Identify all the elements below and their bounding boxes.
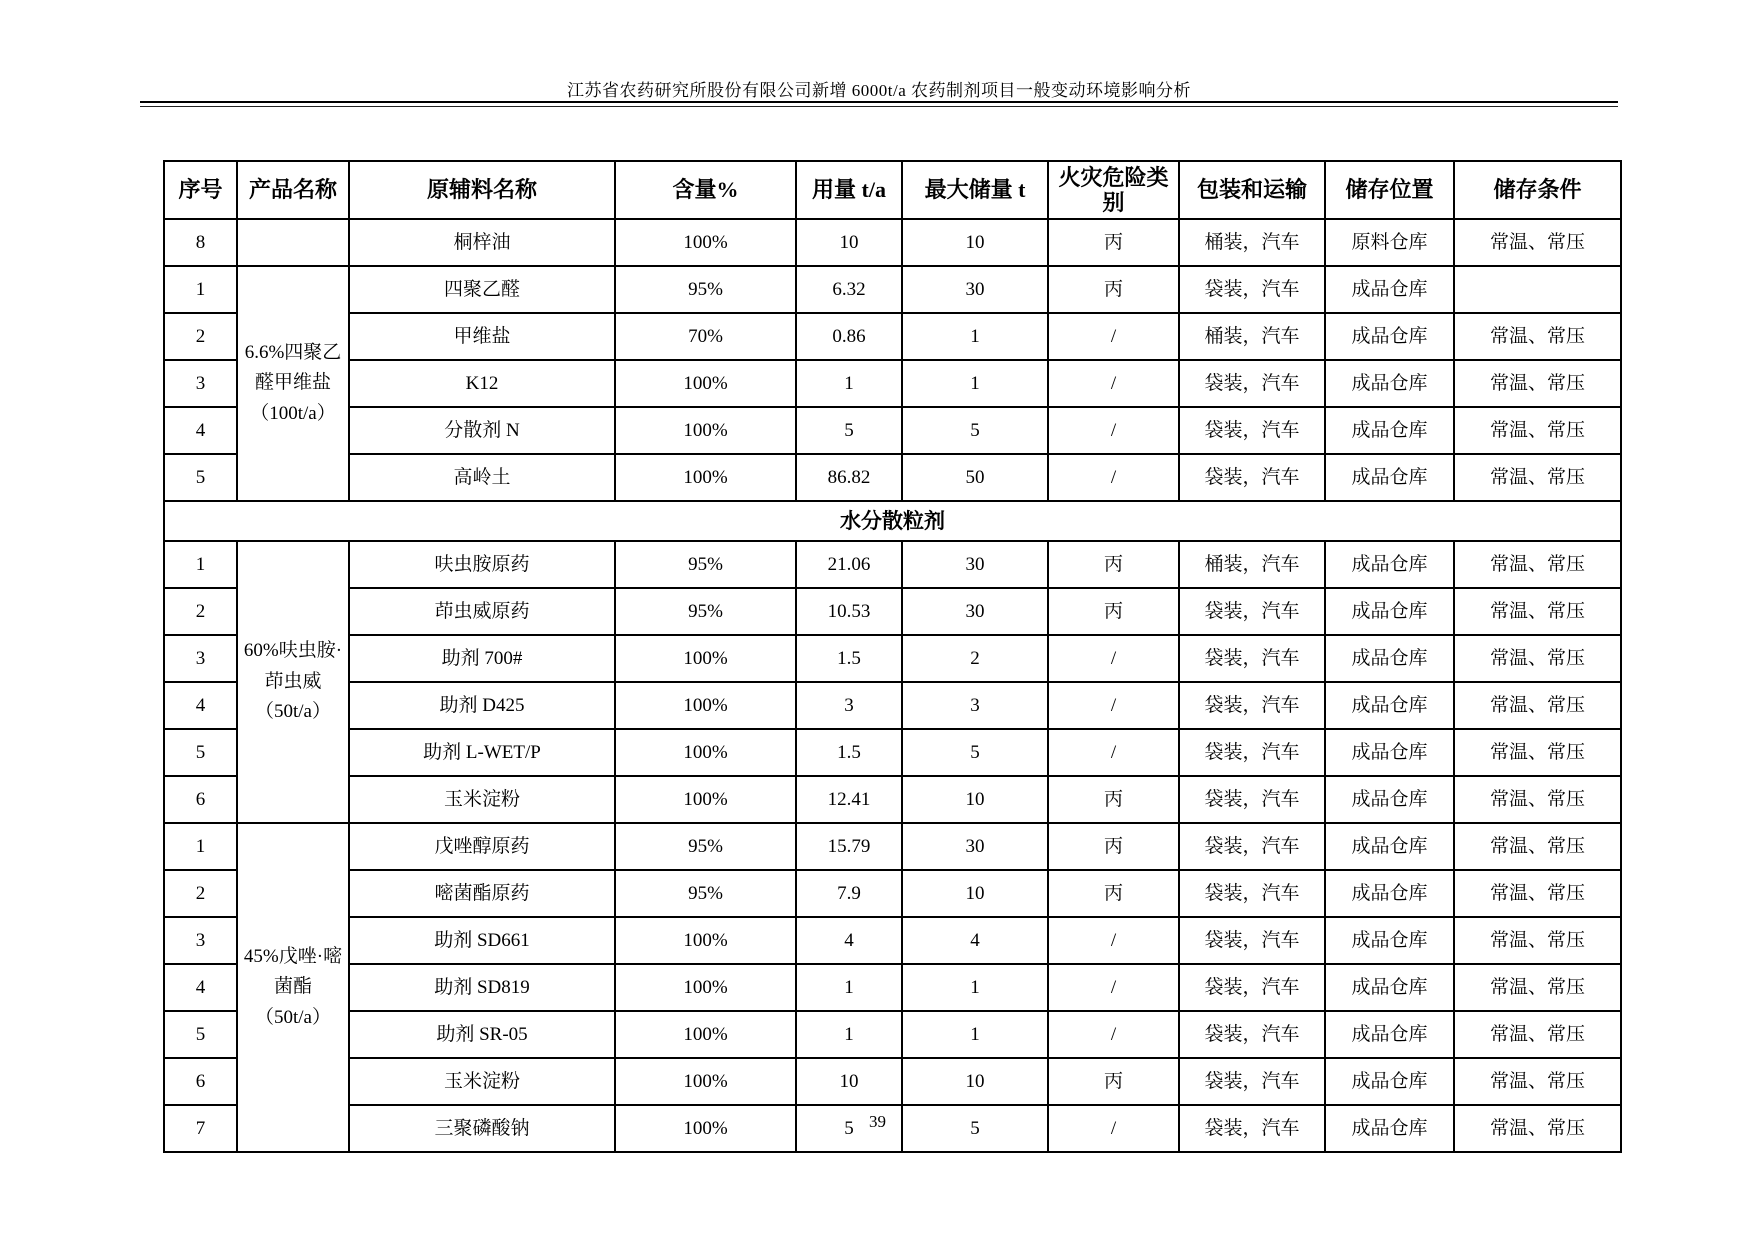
column-header: 火灾危险类别 (1048, 161, 1179, 219)
row-number-cell: 3 (164, 917, 237, 964)
storage-location-cell: 成品仓库 (1325, 823, 1454, 870)
storage-condition-cell: 常温、常压 (1454, 313, 1621, 360)
usage-cell: 1.5 (796, 635, 902, 682)
usage-cell: 86.82 (796, 454, 902, 501)
column-header: 包装和运输 (1179, 161, 1325, 219)
usage-cell: 15.79 (796, 823, 902, 870)
storage-location-cell: 成品仓库 (1325, 360, 1454, 407)
materials-table (163, 160, 1622, 1153)
storage-condition-cell: 常温、常压 (1454, 682, 1621, 729)
storage-condition-cell (1454, 266, 1621, 313)
row-number-cell: 4 (164, 964, 237, 1011)
content-percent-cell: 100% (615, 407, 796, 454)
packaging-transport-cell: 袋装，汽车 (1179, 917, 1325, 964)
max-storage-cell: 10 (902, 776, 1048, 823)
table-row (164, 1011, 1621, 1058)
table-body (164, 219, 1621, 1152)
fire-class-cell: / (1048, 729, 1179, 776)
material-name-cell: 玉米淀粉 (349, 776, 615, 823)
product-name-cell (237, 219, 349, 266)
material-name-cell: 高岭土 (349, 454, 615, 501)
row-number-cell: 7 (164, 1105, 237, 1152)
max-storage-cell: 1 (902, 313, 1048, 360)
fire-class-cell: / (1048, 917, 1179, 964)
storage-condition-cell: 常温、常压 (1454, 964, 1621, 1011)
fire-class-cell: / (1048, 407, 1179, 454)
max-storage-cell: 5 (902, 1105, 1048, 1152)
row-number-cell: 5 (164, 729, 237, 776)
max-storage-cell: 5 (902, 407, 1048, 454)
material-name-cell: 助剂 SD819 (349, 964, 615, 1011)
storage-location-cell: 成品仓库 (1325, 1105, 1454, 1152)
content-percent-cell: 100% (615, 1105, 796, 1152)
usage-cell: 0.86 (796, 313, 902, 360)
packaging-transport-cell: 袋装，汽车 (1179, 776, 1325, 823)
product-name-cell: 45%戊唑·嘧菌酯（50t/a） (237, 823, 349, 1152)
usage-cell: 3 (796, 682, 902, 729)
storage-condition-cell: 常温、常压 (1454, 1105, 1621, 1152)
table-row (164, 823, 1621, 870)
packaging-transport-cell: 袋装，汽车 (1179, 1058, 1325, 1105)
row-number-cell: 4 (164, 407, 237, 454)
table-row (164, 541, 1621, 588)
max-storage-cell: 2 (902, 635, 1048, 682)
material-name-cell: 桐梓油 (349, 219, 615, 266)
content-percent-cell: 100% (615, 635, 796, 682)
table-row (164, 917, 1621, 964)
table-head (164, 161, 1621, 219)
row-number-cell: 1 (164, 823, 237, 870)
storage-condition-cell: 常温、常压 (1454, 407, 1621, 454)
packaging-transport-cell: 桶装，汽车 (1179, 313, 1325, 360)
storage-location-cell: 原料仓库 (1325, 219, 1454, 266)
material-name-cell: 助剂 SR-05 (349, 1011, 615, 1058)
storage-location-cell: 成品仓库 (1325, 541, 1454, 588)
max-storage-cell: 1 (902, 360, 1048, 407)
column-header: 储存位置 (1325, 161, 1454, 219)
row-number-cell: 8 (164, 219, 237, 266)
material-name-cell: 分散剂 N (349, 407, 615, 454)
row-number-cell: 5 (164, 454, 237, 501)
max-storage-cell: 1 (902, 964, 1048, 1011)
storage-location-cell: 成品仓库 (1325, 635, 1454, 682)
fire-class-cell: 丙 (1048, 1058, 1179, 1105)
column-header: 产品名称 (237, 161, 349, 219)
content-percent-cell: 100% (615, 682, 796, 729)
table-row (164, 635, 1621, 682)
content-percent-cell: 100% (615, 729, 796, 776)
packaging-transport-cell: 袋装，汽车 (1179, 964, 1325, 1011)
max-storage-cell: 10 (902, 219, 1048, 266)
storage-condition-cell: 常温、常压 (1454, 454, 1621, 501)
table-row (164, 1058, 1621, 1105)
storage-condition-cell: 常温、常压 (1454, 635, 1621, 682)
storage-location-cell: 成品仓库 (1325, 266, 1454, 313)
max-storage-cell: 5 (902, 729, 1048, 776)
material-name-cell: 茚虫威原药 (349, 588, 615, 635)
table-row (164, 964, 1621, 1011)
row-number-cell: 6 (164, 1058, 237, 1105)
material-name-cell: 四聚乙醛 (349, 266, 615, 313)
packaging-transport-cell: 袋装，汽车 (1179, 823, 1325, 870)
column-header: 原辅料名称 (349, 161, 615, 219)
usage-cell: 1 (796, 360, 902, 407)
usage-cell: 7.9 (796, 870, 902, 917)
packaging-transport-cell: 袋装，汽车 (1179, 870, 1325, 917)
page-number: 39 (869, 1112, 886, 1131)
storage-condition-cell: 常温、常压 (1454, 870, 1621, 917)
packaging-transport-cell: 桶装，汽车 (1179, 541, 1325, 588)
table-row (164, 313, 1621, 360)
usage-cell: 1.5 (796, 729, 902, 776)
storage-condition-cell: 常温、常压 (1454, 776, 1621, 823)
storage-condition-cell: 常温、常压 (1454, 823, 1621, 870)
usage-cell: 21.06 (796, 541, 902, 588)
fire-class-cell: 丙 (1048, 823, 1179, 870)
column-header: 用量 t/a (796, 161, 902, 219)
row-number-cell: 5 (164, 1011, 237, 1058)
section-row (164, 501, 1621, 541)
usage-cell: 10 (796, 219, 902, 266)
max-storage-cell: 30 (902, 588, 1048, 635)
usage-cell: 12.41 (796, 776, 902, 823)
product-name-cell: 6.6%四聚乙醛甲维盐（100t/a） (237, 266, 349, 501)
row-number-cell: 6 (164, 776, 237, 823)
packaging-transport-cell: 袋装，汽车 (1179, 407, 1325, 454)
content-percent-cell: 95% (615, 823, 796, 870)
storage-condition-cell: 常温、常压 (1454, 360, 1621, 407)
material-name-cell: 嘧菌酯原药 (349, 870, 615, 917)
storage-location-cell: 成品仓库 (1325, 964, 1454, 1011)
header-rule-thick (140, 101, 1618, 103)
max-storage-cell: 1 (902, 1011, 1048, 1058)
storage-location-cell: 成品仓库 (1325, 1058, 1454, 1105)
fire-class-cell: 丙 (1048, 541, 1179, 588)
table-row (164, 360, 1621, 407)
row-number-cell: 4 (164, 682, 237, 729)
usage-cell: 5 (796, 1105, 902, 1152)
material-name-cell: 助剂 D425 (349, 682, 615, 729)
storage-location-cell: 成品仓库 (1325, 1011, 1454, 1058)
max-storage-cell: 3 (902, 682, 1048, 729)
fire-class-cell: 丙 (1048, 219, 1179, 266)
column-header: 序号 (164, 161, 237, 219)
packaging-transport-cell: 袋装，汽车 (1179, 588, 1325, 635)
fire-class-cell: 丙 (1048, 776, 1179, 823)
row-number-cell: 3 (164, 635, 237, 682)
max-storage-cell: 4 (902, 917, 1048, 964)
storage-location-cell: 成品仓库 (1325, 454, 1454, 501)
material-name-cell: 三聚磷酸钠 (349, 1105, 615, 1152)
fire-class-cell: 丙 (1048, 588, 1179, 635)
material-name-cell: 呋虫胺原药 (349, 541, 615, 588)
usage-cell: 1 (796, 964, 902, 1011)
storage-location-cell: 成品仓库 (1325, 682, 1454, 729)
storage-location-cell: 成品仓库 (1325, 870, 1454, 917)
content-percent-cell: 95% (615, 541, 796, 588)
storage-condition-cell: 常温、常压 (1454, 917, 1621, 964)
content-percent-cell: 100% (615, 1011, 796, 1058)
column-header: 最大储量 t (902, 161, 1048, 219)
storage-location-cell: 成品仓库 (1325, 313, 1454, 360)
table-row (164, 729, 1621, 776)
table-header-row (164, 161, 1621, 219)
fire-class-cell: 丙 (1048, 266, 1179, 313)
storage-location-cell: 成品仓库 (1325, 407, 1454, 454)
table-row (164, 588, 1621, 635)
packaging-transport-cell: 桶装，汽车 (1179, 219, 1325, 266)
storage-condition-cell: 常温、常压 (1454, 729, 1621, 776)
packaging-transport-cell: 袋装，汽车 (1179, 1011, 1325, 1058)
table-row (164, 219, 1621, 266)
content-percent-cell: 100% (615, 1058, 796, 1105)
content-percent-cell: 95% (615, 266, 796, 313)
content-percent-cell: 95% (615, 588, 796, 635)
packaging-transport-cell: 袋装，汽车 (1179, 729, 1325, 776)
max-storage-cell: 30 (902, 541, 1048, 588)
row-number-cell: 1 (164, 266, 237, 313)
usage-cell: 4 (796, 917, 902, 964)
table-row (164, 407, 1621, 454)
content-percent-cell: 95% (615, 870, 796, 917)
max-storage-cell: 30 (902, 266, 1048, 313)
column-header: 储存条件 (1454, 161, 1621, 219)
packaging-transport-cell: 袋装，汽车 (1179, 454, 1325, 501)
fire-class-cell: / (1048, 454, 1179, 501)
table-row (164, 454, 1621, 501)
storage-condition-cell: 常温、常压 (1454, 1058, 1621, 1105)
product-name-cell: 60%呋虫胺·茚虫威（50t/a） (237, 541, 349, 823)
usage-cell: 10.53 (796, 588, 902, 635)
max-storage-cell: 50 (902, 454, 1048, 501)
fire-class-cell: / (1048, 1011, 1179, 1058)
content-percent-cell: 100% (615, 454, 796, 501)
content-percent-cell: 100% (615, 917, 796, 964)
content-percent-cell: 70% (615, 313, 796, 360)
fire-class-cell: / (1048, 360, 1179, 407)
fire-class-cell: / (1048, 964, 1179, 1011)
packaging-transport-cell: 袋装，汽车 (1179, 266, 1325, 313)
usage-cell: 1 (796, 1011, 902, 1058)
material-name-cell: K12 (349, 360, 615, 407)
material-name-cell: 戊唑醇原药 (349, 823, 615, 870)
material-name-cell: 玉米淀粉 (349, 1058, 615, 1105)
storage-location-cell: 成品仓库 (1325, 729, 1454, 776)
max-storage-cell: 10 (902, 1058, 1048, 1105)
section-label: 水分散粒剂 (164, 501, 1621, 541)
table-row (164, 682, 1621, 729)
packaging-transport-cell: 袋装，汽车 (1179, 635, 1325, 682)
fire-class-cell: / (1048, 313, 1179, 360)
row-number-cell: 2 (164, 313, 237, 360)
row-number-cell: 1 (164, 541, 237, 588)
material-name-cell: 助剂 700# (349, 635, 615, 682)
fire-class-cell: / (1048, 682, 1179, 729)
row-number-cell: 3 (164, 360, 237, 407)
storage-location-cell: 成品仓库 (1325, 776, 1454, 823)
max-storage-cell: 30 (902, 823, 1048, 870)
usage-cell: 10 (796, 1058, 902, 1105)
content-percent-cell: 100% (615, 219, 796, 266)
header-rule-thin (140, 106, 1618, 107)
table-row (164, 266, 1621, 313)
table-row (164, 870, 1621, 917)
storage-condition-cell: 常温、常压 (1454, 1011, 1621, 1058)
storage-condition-cell: 常温、常压 (1454, 588, 1621, 635)
usage-cell: 5 (796, 407, 902, 454)
storage-location-cell: 成品仓库 (1325, 917, 1454, 964)
fire-class-cell: / (1048, 635, 1179, 682)
material-name-cell: 助剂 SD661 (349, 917, 615, 964)
content-percent-cell: 100% (615, 776, 796, 823)
content-percent-cell: 100% (615, 360, 796, 407)
fire-class-cell: 丙 (1048, 870, 1179, 917)
packaging-transport-cell: 袋装，汽车 (1179, 1105, 1325, 1152)
storage-condition-cell: 常温、常压 (1454, 541, 1621, 588)
content-percent-cell: 100% (615, 964, 796, 1011)
table-row (164, 776, 1621, 823)
column-header: 含量% (615, 161, 796, 219)
packaging-transport-cell: 袋装，汽车 (1179, 360, 1325, 407)
storage-location-cell: 成品仓库 (1325, 588, 1454, 635)
max-storage-cell: 10 (902, 870, 1048, 917)
packaging-transport-cell: 袋装，汽车 (1179, 682, 1325, 729)
storage-condition-cell: 常温、常压 (1454, 219, 1621, 266)
page-header-title: 江苏省农药研究所股份有限公司新增 6000t/a 农药制剂项目一般变动环境影响分析 (567, 81, 1191, 100)
row-number-cell: 2 (164, 588, 237, 635)
material-name-cell: 助剂 L-WET/P (349, 729, 615, 776)
row-number-cell: 2 (164, 870, 237, 917)
fire-class-cell: / (1048, 1105, 1179, 1152)
usage-cell: 6.32 (796, 266, 902, 313)
material-name-cell: 甲维盐 (349, 313, 615, 360)
